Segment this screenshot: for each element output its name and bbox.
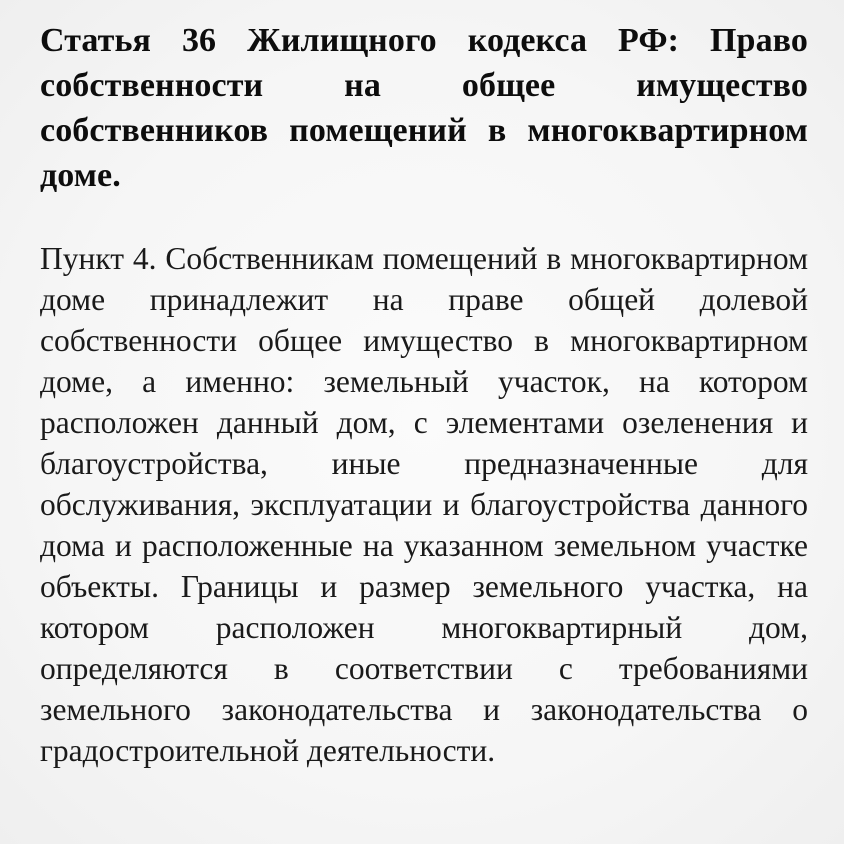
article-title: Статья 36 Жилищного кодекса РФ: Право собственности на общее имущество собственников помещений в многоквартирном доме. <box>40 22 808 194</box>
article-paragraph: Пункт 4. Собственникам помещений в многоквартирном доме принадлежит на праве общей долевой собственности общее имущество в многоквартирном доме, а именно: земельный участок, на котором расположен данный дом, с элементами озеленения и благоустройства, иные предназначенные для обслуживания, эксплуатации и благоустройства данного дома и расположенные на указанном земельном участке объекты. Границы и размер земельного участка, на котором расположен многоквартирный дом, определяются в соответствии с требованиями земельного законодательства и законодательства о градостроительной деятельности. <box>40 241 808 768</box>
